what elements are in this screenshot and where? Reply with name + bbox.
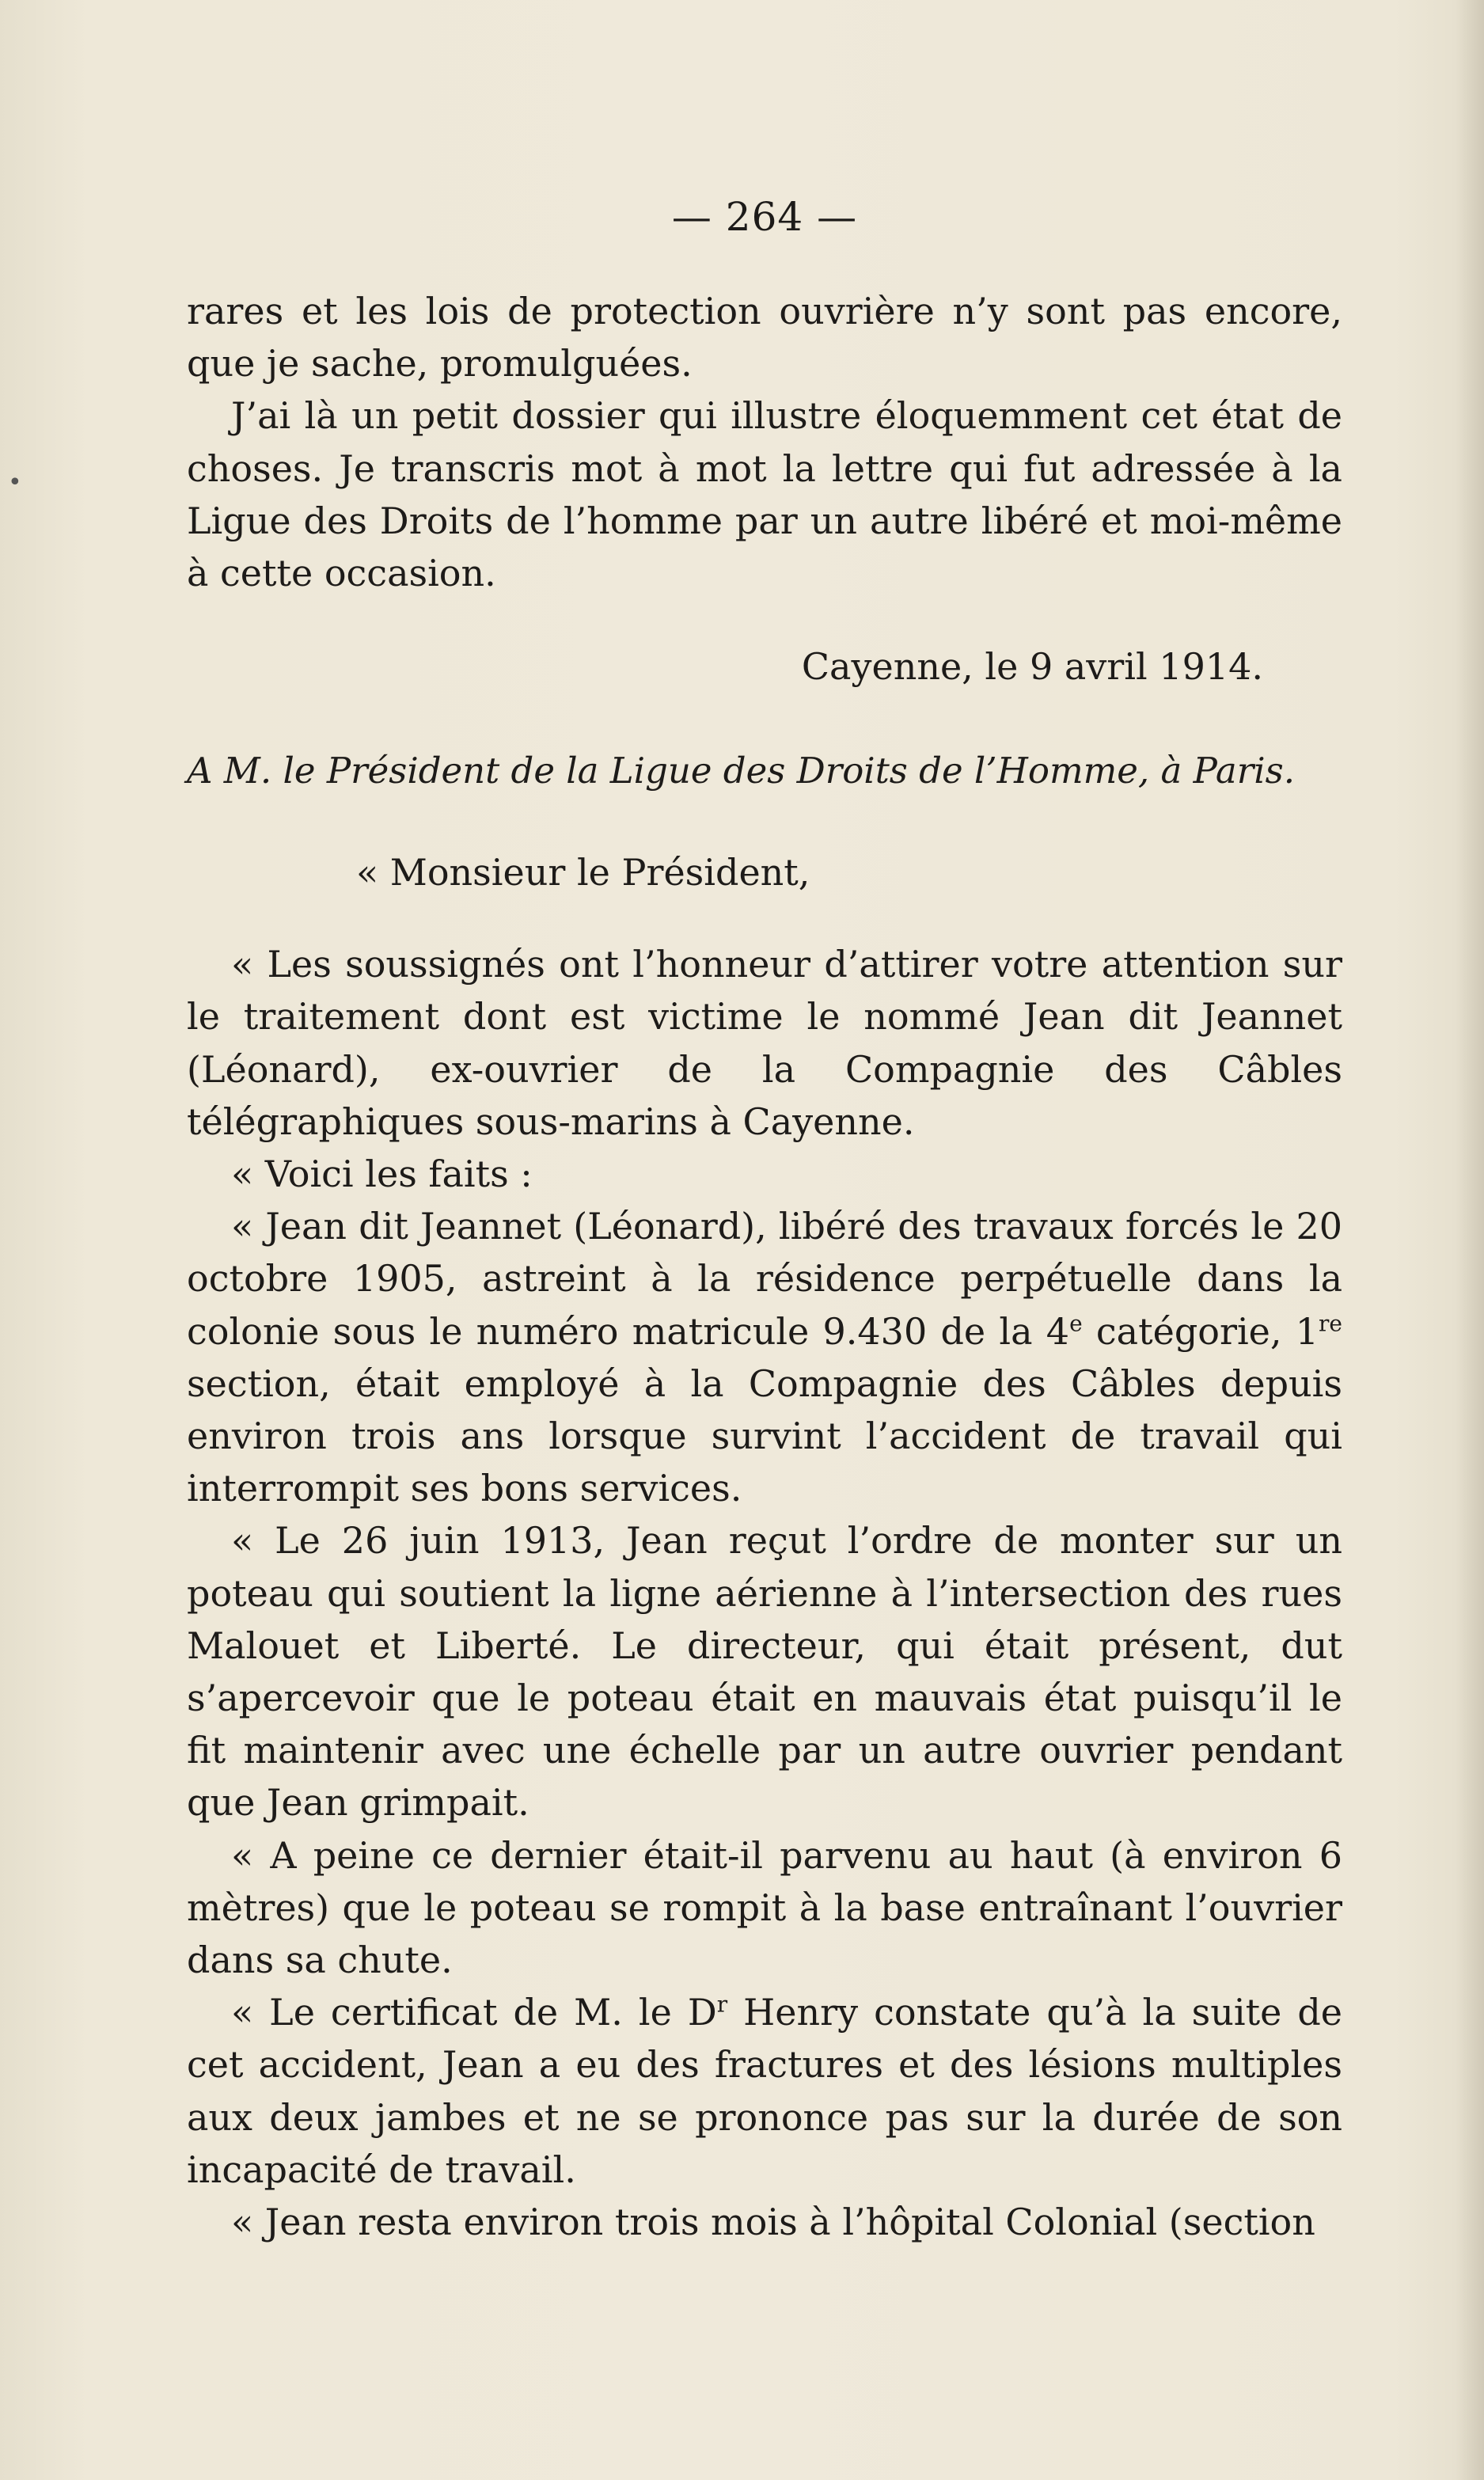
paragraph-intro-2: J’ai là un petit dossier qui illustre éloquemment cet état de choses. Je transcris mot à mot la lettre qui fut adressée à la Ligue des Droits de l’homme par un autre libéré et moi-même à cette occasion. [187, 394, 1342, 595]
letter-paragraph-3-text-c: section, était employé à la Compagnie des Câbles depuis environ trois ans lorsque survint l’accident de travail qui interrompit ses bons services. [187, 1362, 1342, 1510]
page-edge-shadow [1456, 0, 1484, 2480]
letter-salutation: « Monsieur le Président, [356, 851, 810, 894]
page-number: — 264 — [671, 194, 858, 240]
letter-paragraph-6-text-a: « Le certificat de M. le D [231, 1991, 717, 2034]
letter-paragraph-3-text-a: « Jean dit Jeannet (Léonard), libéré des travaux forcés le 20 octobre 1905, astreint à la résidence perpétuelle dans la colonie sous le numéro matricule 9.430 de la 4 [187, 1205, 1342, 1353]
superscript-r: r [716, 1991, 728, 2018]
letter-paragraph-3-text-b: catégorie, 1 [1082, 1309, 1319, 1353]
letter-paragraph-2: « Voici les faits : [231, 1153, 533, 1196]
letter-paragraph-4: « Le 26 juin 1913, Jean reçut l’ordre de monter sur un poteau qui soutient la ligne aérienne à l’intersection des rues Malouet et Liberté. Le directeur, qui était présent, dut s’apercevoir que le poteau était en mauvais état puisqu’il le fit maintenir avec une échelle par un autre ouvrier pendant que Jean grimpait. [187, 1519, 1342, 1825]
letter-paragraph-6-text-b: Henry constate qu’à la suite de cet accident, Jean a eu des fractures et des lésions multiples aux deux jambes et ne se prononce pas sur la durée de son incapacité de travail. [187, 1991, 1342, 2191]
superscript-re: re [1319, 1310, 1342, 1337]
letter-address: A M. le Président de la Ligue des Droits de l’Homme, à Paris. [187, 750, 1296, 792]
margin-mark: • [8, 469, 22, 496]
letter-paragraph-1: « Les soussignés ont l’honneur d’attirer votre attention sur le traitement dont est victime le nommé Jean dit Jeannet (Léonard), ex-ouvrier de la Compagnie des Câbles télégraphiques sous-marins à Cayenne. [187, 943, 1342, 1143]
text-block [187, 190, 1342, 2248]
letter-paragraph-7: « Jean resta environ trois mois à l’hôpital Colonial (section [231, 2201, 1315, 2244]
letter-place-date: Cayenne, le 9 avril 1914. [801, 645, 1263, 689]
paragraph-intro-1: rares et les lois de protection ouvrière n’y sont pas encore, que je sache, promulguées. [187, 290, 1342, 385]
letter-paragraph-3 [187, 1200, 1342, 1514]
letter-paragraph-6 [187, 1986, 1342, 2196]
superscript-e: e [1069, 1310, 1083, 1337]
letter-paragraph-5: « A peine ce dernier était-il parvenu au haut (à environ 6 mètres) que le poteau se rompit à la base entraînant l’ouvrier dans sa chute. [187, 1833, 1342, 1982]
